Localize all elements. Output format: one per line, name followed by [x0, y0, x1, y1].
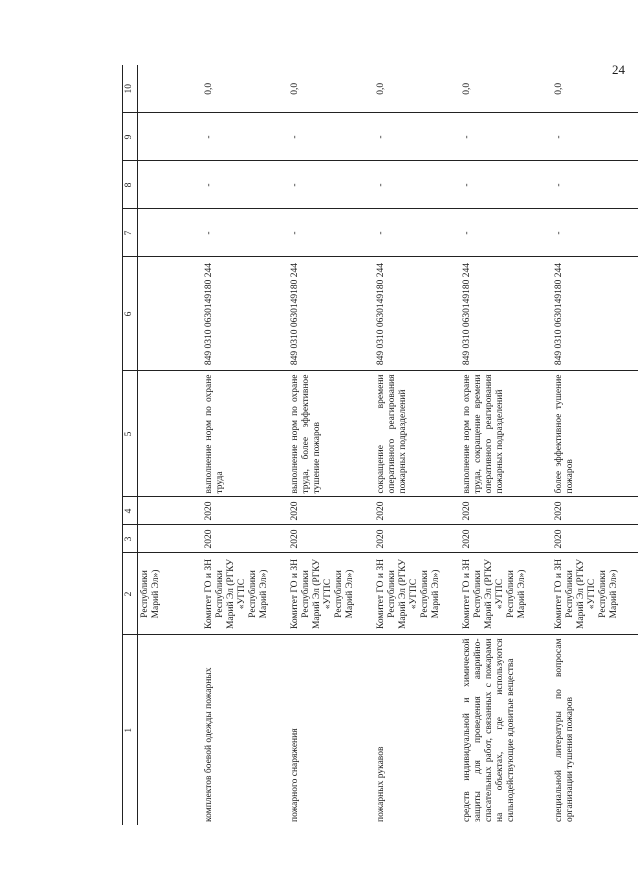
- row-value-8: -: [552, 161, 638, 209]
- row-value-9: -: [202, 113, 288, 161]
- row-executor: Комитет ГО и ЗН Республики Марий Эл (РГКУ «УГПС Республики Марий Эл»): [288, 553, 374, 635]
- row-end-year: 2020: [552, 497, 638, 525]
- continuation-executor: Республики Марий Эл»): [138, 553, 203, 635]
- rotated-table-wrapper: [122, 65, 622, 825]
- program-table: [122, 65, 638, 825]
- header-row: [123, 65, 138, 825]
- row-event: пожарных рукавов: [376, 746, 386, 822]
- row-value-10: 0,0: [552, 65, 638, 113]
- row-executor: Комитет ГО и ЗН Республики Марий Эл (РГКУ «УГПС Республики Марий Эл»): [202, 553, 288, 635]
- row-value-8: -: [460, 161, 552, 209]
- row-value-7: -: [288, 209, 374, 257]
- col-header-2: 2: [123, 553, 138, 635]
- row-result: сокращение времени оперативного реагирования пожарных подразделений: [374, 371, 460, 497]
- row-value-7: -: [374, 209, 460, 257]
- row-executor: Комитет ГО и ЗН Республики Марий Эл (РГКУ «УГПС Республики Марий Эл»): [460, 553, 552, 635]
- table-row: [460, 65, 552, 825]
- row-value-10: 0,0: [460, 65, 552, 113]
- table-row: [202, 65, 288, 825]
- row-result: выполнение норм по охране труда, сокращение времени оперативного реагирования пожарных подразделений: [460, 371, 552, 497]
- row-value-10: 0,0: [374, 65, 460, 113]
- col-header-7: 7: [123, 209, 138, 257]
- row-end-year: 2020: [202, 497, 288, 525]
- row-value-9: -: [552, 113, 638, 161]
- row-start-year: 2020: [288, 525, 374, 553]
- row-value-8: -: [288, 161, 374, 209]
- row-budget-code: 849 0310 0630149180 244: [374, 257, 460, 371]
- row-value-9: -: [460, 113, 552, 161]
- table-row: [288, 65, 374, 825]
- row-result: выполнение норм по охране труда, более эффективное тушение пожаров: [288, 371, 374, 497]
- row-end-year: 2020: [374, 497, 460, 525]
- col-header-3: 3: [123, 525, 138, 553]
- table-row: [374, 65, 460, 825]
- row-result: выполнение норм по охране труда: [202, 371, 288, 497]
- row-executor: Комитет ГО и ЗН Республики Марий Эл (РГКУ «УГПС Республики Марий Эл»): [374, 553, 460, 635]
- row-end-year: 2020: [288, 497, 374, 525]
- row-value-9: -: [374, 113, 460, 161]
- row-result: более эффективное тушение пожаров: [552, 371, 638, 497]
- row-value-8: -: [374, 161, 460, 209]
- continuation-row: [138, 65, 203, 825]
- row-event: комплектов боевой одежды пожарных: [204, 667, 214, 822]
- row-budget-code: 849 0310 0630149180 244: [288, 257, 374, 371]
- col-header-8: 8: [123, 161, 138, 209]
- col-header-4: 4: [123, 497, 138, 525]
- col-header-9: 9: [123, 113, 138, 161]
- row-value-7: -: [202, 209, 288, 257]
- row-start-year: 2020: [460, 525, 552, 553]
- row-value-8: -: [202, 161, 288, 209]
- row-event: специальной литературы по вопросам организации тушения пожаров: [554, 638, 575, 822]
- row-value-9: -: [288, 113, 374, 161]
- row-value-10: 0,0: [202, 65, 288, 113]
- col-header-10: 10: [123, 65, 138, 113]
- row-budget-code: 849 0310 0630149180 244: [552, 257, 638, 371]
- row-event: средств индивидуальной и химической защиты для проведения аварийно-спасательных работ, связанных с пожарами на объектах, где используются сильнодействующие ядовитые вещества: [462, 638, 516, 822]
- col-header-1: 1: [123, 635, 138, 825]
- row-start-year: 2020: [552, 525, 638, 553]
- col-header-5: 5: [123, 371, 138, 497]
- row-end-year: 2020: [460, 497, 552, 525]
- row-executor: Комитет ГО и ЗН Республики Марий Эл (РГКУ «УГПС Республики Марий Эл»): [552, 553, 638, 635]
- row-budget-code: 849 0310 0630149180 244: [202, 257, 288, 371]
- table-row: [552, 65, 638, 825]
- row-event: пожарного снаряжения: [290, 728, 300, 822]
- row-start-year: 2020: [374, 525, 460, 553]
- row-value-7: -: [460, 209, 552, 257]
- row-start-year: 2020: [202, 525, 288, 553]
- row-value-7: -: [552, 209, 638, 257]
- row-value-10: 0,0: [288, 65, 374, 113]
- row-budget-code: 849 0310 0630149180 244: [460, 257, 552, 371]
- col-header-6: 6: [123, 257, 138, 371]
- page-number: 24: [612, 62, 625, 77]
